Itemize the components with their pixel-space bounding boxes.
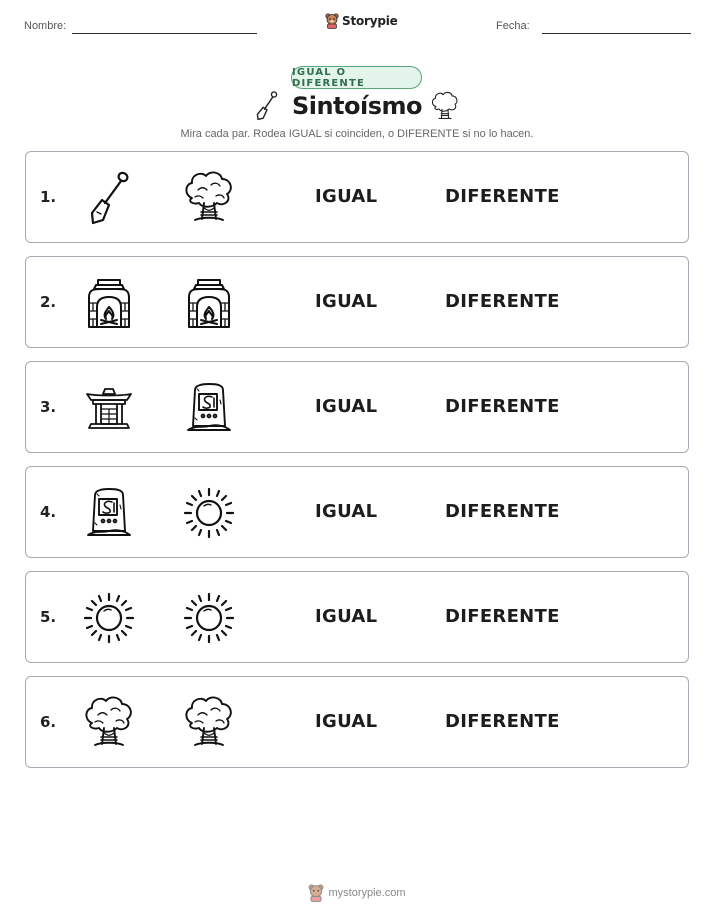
option-igual[interactable]: IGUAL <box>315 396 378 417</box>
option-diferente[interactable]: DIFERENTE <box>445 606 560 627</box>
instructions: Mira cada par. Rodea IGUAL si coinciden, o DIFERENTE si no lo hacen. <box>180 128 534 140</box>
sacred-tree-icon <box>183 170 235 226</box>
shovel-icon <box>83 170 135 226</box>
stone-monument-icon <box>183 380 235 436</box>
option-igual[interactable]: IGUAL <box>315 291 378 312</box>
sun-icon <box>183 590 235 646</box>
option-diferente[interactable]: DIFERENTE <box>445 396 560 417</box>
brand-name: Storypie <box>342 14 398 28</box>
sacred-tree-icon <box>430 90 460 122</box>
question-row <box>25 256 689 348</box>
question-number: 5. <box>40 608 57 626</box>
sun-icon <box>83 590 135 646</box>
question-number: 4. <box>40 503 57 521</box>
question-row <box>25 676 689 768</box>
question-row <box>25 151 689 243</box>
question-number: 3. <box>40 398 57 416</box>
brand-logo <box>325 13 398 29</box>
option-igual[interactable]: IGUAL <box>315 501 378 522</box>
option-diferente[interactable]: DIFERENTE <box>445 291 560 312</box>
date-line[interactable] <box>542 33 691 34</box>
fireplace-icon <box>83 275 135 331</box>
name-line[interactable] <box>72 33 257 34</box>
option-diferente[interactable]: DIFERENTE <box>445 711 560 732</box>
page-title: Sintoísmo <box>291 92 423 120</box>
question-row <box>25 361 689 453</box>
question-number: 6. <box>40 713 57 731</box>
worksheet-type-badge: IGUAL O DIFERENTE <box>291 66 422 89</box>
question-number: 2. <box>40 293 57 311</box>
question-number: 1. <box>40 188 57 206</box>
option-igual[interactable]: IGUAL <box>315 186 378 207</box>
sacred-tree-icon <box>183 695 235 751</box>
date-label: Fecha: <box>496 20 530 32</box>
bear-mascot-icon <box>308 884 324 902</box>
option-diferente[interactable]: DIFERENTE <box>445 186 560 207</box>
question-row <box>25 571 689 663</box>
footer-url: mystorypie.com <box>328 887 406 899</box>
option-igual[interactable]: IGUAL <box>315 606 378 627</box>
option-diferente[interactable]: DIFERENTE <box>445 501 560 522</box>
title-row <box>0 90 714 126</box>
shrine-icon <box>83 380 135 436</box>
option-igual[interactable]: IGUAL <box>315 711 378 732</box>
stone-monument-icon <box>83 485 135 541</box>
sun-icon <box>183 485 235 541</box>
question-row <box>25 466 689 558</box>
sacred-tree-icon <box>83 695 135 751</box>
fireplace-icon <box>183 275 235 331</box>
footer <box>0 884 714 902</box>
bear-mascot-icon <box>325 13 339 29</box>
name-label: Nombre: <box>24 20 67 32</box>
